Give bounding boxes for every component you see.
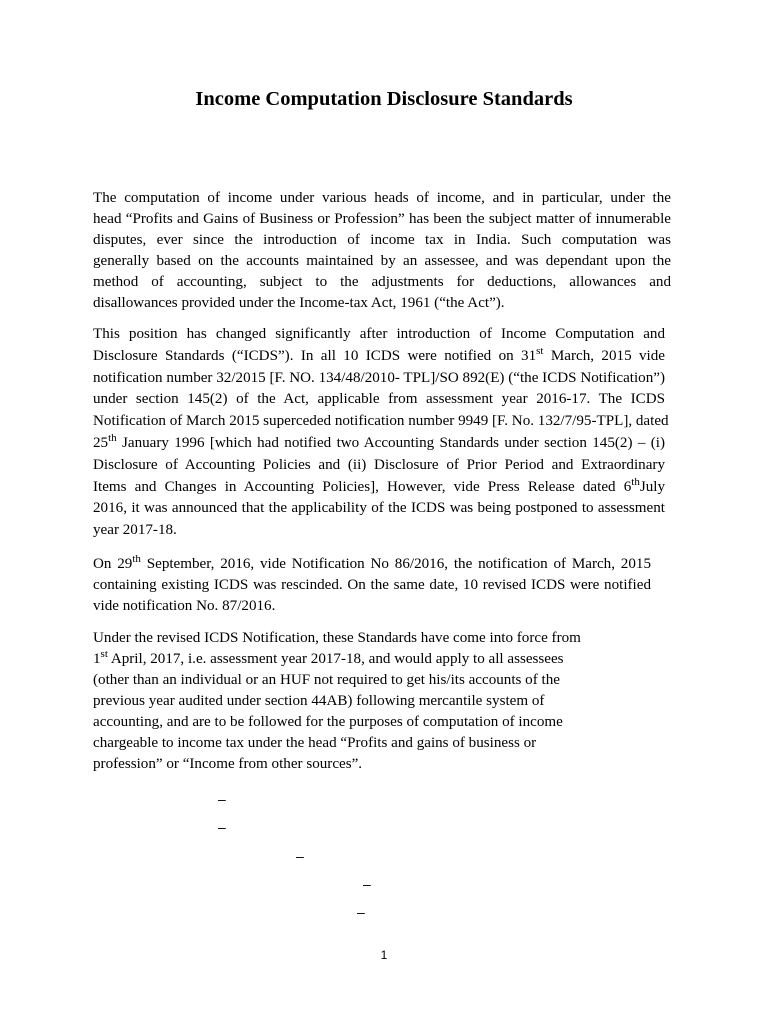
text-line [93,433,665,455]
superscript: th [132,553,141,565]
text-line: (other than an individual or an HUF not required to get his/its accounts of the [93,672,560,688]
paragraph-1 [93,188,671,314]
paragraph-2 [93,324,669,542]
dash-mark: – [218,791,226,807]
text-line: head “Profits and Gains of Business or Profession” has been the subject matter of innumerable [93,211,671,227]
text-segment: 25 [93,434,109,451]
text-line: notification number 32/2015 [F. NO. 134/48/2010- TPL]/SO 892(E) (“the ICDS Notification”) [93,369,665,386]
paragraph-4 [93,628,588,775]
dash-mark: – [357,904,365,920]
dash-mark: – [218,819,226,835]
text-segment: April, 2017, i.e. assessment year 2017-18, and would apply to all assessees [107,651,564,667]
text-line [93,554,651,575]
text-line: vide notification No. 87/2016. [93,598,276,614]
text-line: 2016, it was announced that the applicability of the ICDS was being postponed to assessment [93,500,665,517]
text-line [93,649,588,670]
text-line: containing existing ICDS was rescinded. On the same date, 10 revised ICDS were notified [93,577,651,593]
text-segment: On 29 [93,556,133,572]
text-line: The computation of income under various heads of income, and in particular, under the [93,190,671,206]
text-line [93,346,665,368]
text-segment: Items and Changes in Accounting Policies], However, vide Press Release dated 6 [93,478,632,495]
text-line: generally based on the accounts maintained by an assessee, and was dependant upon the [93,253,671,269]
text-line: under section 145(2) of the Act, applicable from assessment year 2016-17. The ICDS [93,391,665,408]
text-segment: Disclosure Standards (“ICDS”). In all 10 ICDS were notified on 31 [93,347,537,364]
text-segment: July [639,478,665,495]
text-line: previous year audited under section 44AB) following mercantile system of [93,693,545,709]
page-number: 1 [380,948,388,962]
text-line [93,477,665,499]
text-line: disputes, ever since the introduction of income tax in India. Such computation was [93,232,671,248]
superscript: st [100,648,108,660]
text-line: This position has changed significantly after introduction of Income Computation and [93,326,665,342]
text-line: Disclosure of Accounting Policies and (ii) Disclosure of Prior Period and Extraordinary [93,456,665,473]
text-line: disallowances provided under the Income-tax Act, 1961 (“the Act”). [93,295,505,311]
text-segment: January 1996 [which had notified two Accounting Standards under section 145(2) – (i) [116,434,665,451]
text-line: Under the revised ICDS Notification, these Standards have come into force from [93,630,581,646]
superscript: th [108,431,117,444]
text-line: chargeable to income tax under the head “Profits and gains of business or [93,735,537,751]
text-segment: March, 2015 vide [543,347,665,364]
text-line: accounting, and are to be followed for the purposes of computation of income [93,714,563,730]
paragraph-3 [93,554,651,617]
text-segment: September, 2016, vide Notification No 86/2016, the notification of March, 2015 [140,556,651,572]
dash-mark: – [363,876,371,892]
text-segment: 1 [93,651,101,667]
document-title: Income Computation Disclosure Standards [195,88,573,110]
superscript: th [631,475,640,488]
text-line: profession” or “Income from other sources”. [93,756,363,772]
text-line: method of accounting, subject to the adjustments for deductions, allowances and [93,274,671,290]
superscript: st [536,344,544,357]
text-line: year 2017-18. [93,522,177,539]
dash-mark: – [296,848,304,864]
text-line: Notification of March 2015 superceded notification number 9949 [F. No. 132/7/95-TPL], dated [93,413,669,430]
